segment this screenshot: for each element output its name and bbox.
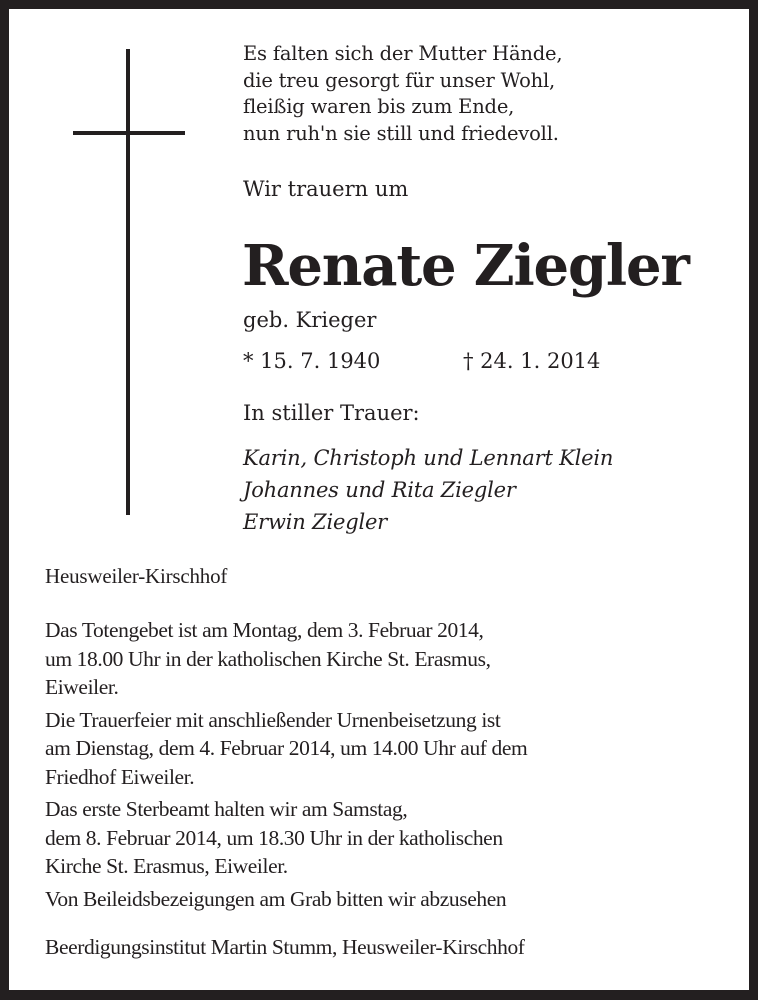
life-dates	[243, 349, 601, 373]
paragraph-requiem	[45, 795, 527, 881]
birth-name: geb. Krieger	[243, 308, 377, 332]
text-line: Das Totengebet ist am Montag, dem 3. Februar 2014,	[45, 618, 484, 642]
mourning-intro: Wir trauern um	[243, 177, 409, 201]
text-line: Von Beileidsbezeigungen am Grab bitten wir abzusehen	[45, 886, 507, 911]
obituary-notice	[9, 9, 749, 990]
mourner: Karin, Christoph und Lennart Klein	[243, 446, 614, 470]
birth-date: * 15. 7. 1940	[243, 349, 381, 373]
undertaker: Beerdigungsinstitut Martin Stumm, Heusweiler-Kirschhof	[45, 935, 525, 959]
text-line: Friedhof Eiweiler.	[45, 764, 195, 789]
text-line: dem 8. Februar 2014, um 18.30 Uhr in der katholischen	[45, 825, 503, 850]
poem-line: Es falten sich der Mutter Hände,	[243, 42, 563, 65]
text-line: Das erste Sterbeamt halten wir am Samstag,	[45, 797, 408, 821]
text-line: Kirche St. Erasmus, Eiweiler.	[45, 854, 288, 878]
text-line: um 18.00 Uhr in der katholischen Kirche St. Erasmus,	[45, 646, 491, 671]
paragraph-funeral	[45, 706, 527, 792]
poem	[243, 41, 562, 147]
poem-line: die treu gesorgt für unser Wohl,	[243, 68, 556, 92]
deceased-name: Renate Ziegler	[242, 233, 689, 299]
paragraph-prayer	[45, 616, 527, 702]
death-date: † 24. 1. 2014	[463, 349, 601, 373]
paragraph-condolences	[45, 885, 527, 914]
location: Heusweiler-Kirschhof	[45, 564, 228, 588]
text-line: Die Trauerfeier mit anschließender Urnenbeisetzung ist	[45, 707, 501, 732]
text-line: am Dienstag, dem 4. Februar 2014, um 14.00 Uhr auf dem	[45, 736, 528, 760]
text-line: Eiweiler.	[45, 675, 119, 699]
poem-line: fleißig waren bis zum Ende,	[243, 95, 515, 118]
poem-line: nun ruh'n sie still und friedevoll.	[243, 121, 559, 145]
cross-icon-vertical	[126, 49, 130, 515]
service-details	[45, 616, 527, 917]
cross-icon-horizontal	[73, 131, 185, 135]
mourner: Erwin Ziegler	[243, 510, 388, 534]
mourners-list	[243, 442, 613, 538]
mourners-intro: In stiller Trauer:	[243, 401, 420, 425]
mourner: Johannes und Rita Ziegler	[243, 478, 516, 502]
